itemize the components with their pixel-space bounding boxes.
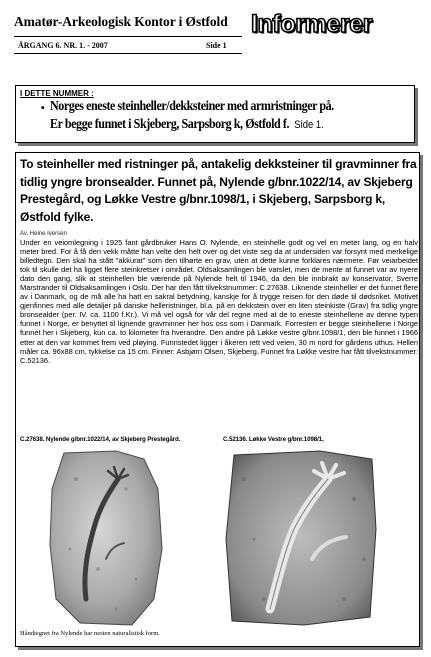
masthead [14,12,418,62]
photo-caption-left: C.27638. Nylende g/bnr.1022/14, av Skjeberg Prestegård. [20,436,181,443]
bullet-icon: • [41,103,45,114]
contents-box [15,85,415,143]
contents-entry-line2[interactable] [50,117,324,133]
contents-title: I DETTE NUMMER : [20,89,94,98]
article-body: Under en veiomlegning i 1925 fant gårdbruker Hans O. Nylende, en steinhelle godt og vel en meter lang, og en halv meter bred. For å få den vekk måtte han velte den helt over og det viste seg da at undersiden var forsynt med merkelige billedtegn. Den skal ha stått "akkurat" som den tilhørte en grav, uten at dette kunne forklares nærmere. Før veiarbeidet tok til skulle det ha ligget flere steinkretser i området. Oldsaksamlingen ble varslet, men de mente at funnet var av nyere dato den gang, slik at steinhellen ble værende på Nylende helt til 1946, da den ble innbrakt av konservator, Sverre Marstrander til Oldsaksamlingen i Oslo. Der har den fått tilvekstnummer: C.27638. Liknende steinheller er det funnet flere av i Danmark, og de må alle ha hatt en sakral betydning, kanskje for å trygge reisen for den døde til dødsriket. Motivet gjenfinnes med alle detaljer på danske helleristninger, bl.a. på en dekkstein over en liten steinkiste (Grav) fra tidlig yngre bronsealder (per. IV. ca. 1100 f.Kr.). Vi må vel også for vår del regne med at de to eneste steinhellene av denne typen funnet i Norge, er benyttet til lignende gravminner her hos oss som i Danmark. Forresten er begge steinhellene i Norge funnet her i Skjeberg, kun ca. to kilometer fra hverandre. Den andre på Løkke vestre g/bnr.1098/1, den ble funnet i 1966 etter at den var kommet frem ved pløying. Funnstedet ligger i åkeren rett ved veien, 30 m nord for gårdens uthus. Hellen måler ca. 96x88 cm, tykkelse ca 15 cm. Finner: Asbjørn Olsen, Skjeberg. Funnet fra Løkke vestre har fått tilvekstnummer: C.52136. [20,238,418,365]
stone-slab-photo-nylende [46,449,166,627]
article-headline: To steinheller med ristninger på, antakelig dekksteiner til gravminner fra tidlig yngre bronsealder. Funnet på, Nylende g/bnr.1022/14, av Skjeberg Prestegård, og Løkke Vestre g/bnr.1098/1, i Skjeberg, Sarpsborg k, Østfold fylke. [20,157,417,224]
newsletter-title: Informerer [251,10,373,38]
page-number: Side 1 [206,41,227,50]
organization-name: Amatør-Arkeologisk Kontor i Østfold [14,14,228,29]
issue-line [18,41,227,50]
article-byline: Av. Heine Iversen [20,231,67,237]
masthead-rule-top [14,36,242,37]
masthead-rule-bottom [14,53,242,54]
photo-footnote: Håndtegnet fra Nylende har nesten naturalistisk form. [20,630,160,637]
contents-entry-text: Er begge funnet i Skjeberg, Sarpsborg k, Østfold f. [50,117,290,132]
issue-number: ÅRGANG 6. NR. 1. - 2007 [18,41,108,50]
stone-slab-photo-lokke-vestre [224,449,378,627]
article [15,152,420,647]
contents-page-ref: Side 1. [294,119,324,131]
photo-caption-right: C.52136. Løkke Vestre g/bnr.1098/1, [223,436,324,443]
contents-entry-line1[interactable]: Norges eneste steinheller/dekksteiner med armristninger på. [50,99,334,114]
